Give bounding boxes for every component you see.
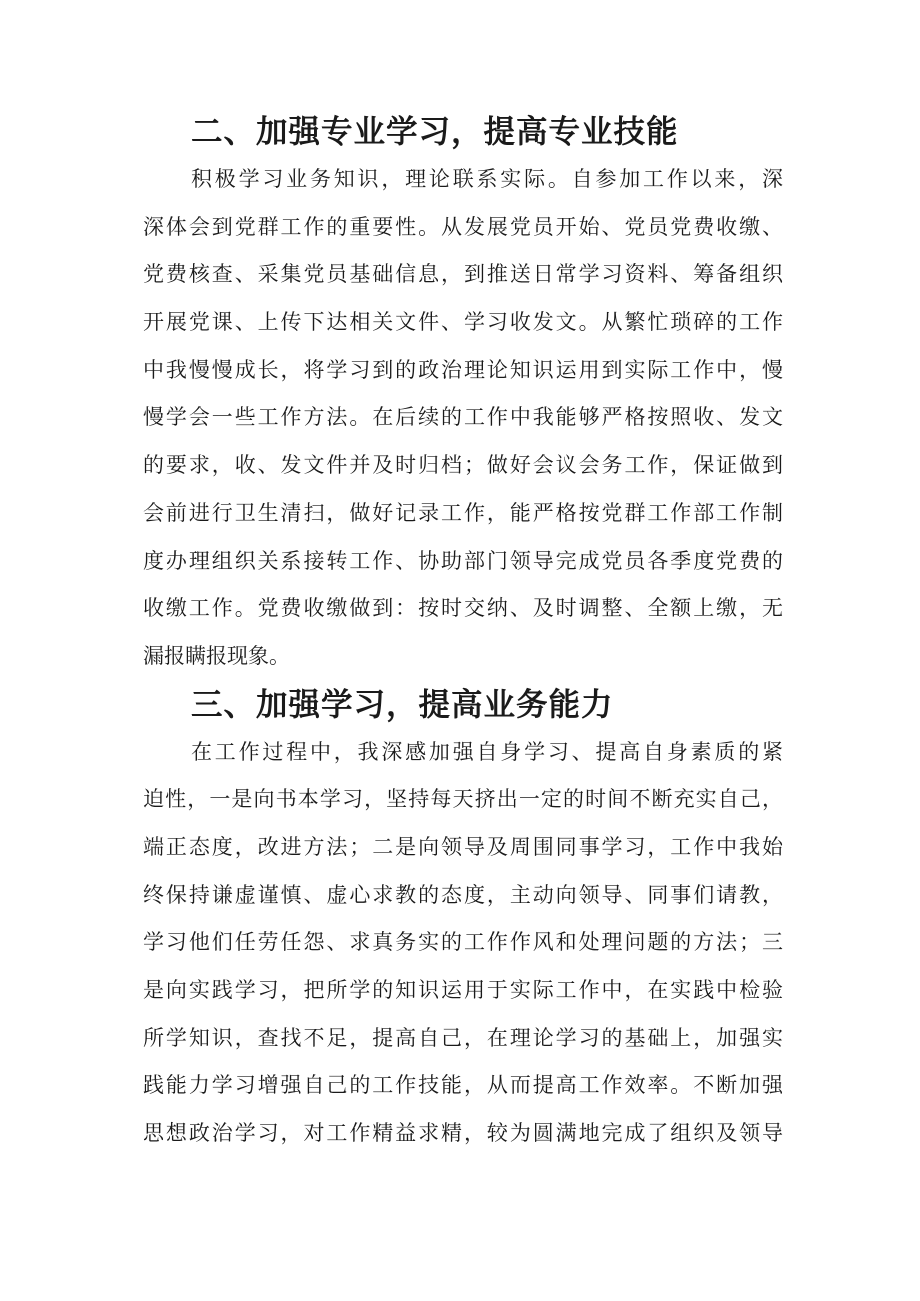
paragraph-line: 终保持谦虚谨慎、虚心求教的态度，主动向领导、同事们请教， bbox=[143, 882, 783, 907]
section-2-heading: 二、加强专业学习，提高专业技能 bbox=[191, 113, 679, 150]
paragraph-line: 开展党课、上传下达相关文件、学习收发文。从繁忙琐碎的工作 bbox=[143, 310, 783, 335]
paragraph-line: 党费核查、采集党员基础信息，到推送日常学习资料、筹备组织 bbox=[143, 262, 783, 287]
paragraph-line: 积极学习业务知识，理论联系实际。自参加工作以来，深 bbox=[191, 167, 783, 191]
paragraph-line: 的要求，收、发文件并及时归档；做好会议会务工作，保证做到 bbox=[143, 453, 783, 478]
paragraph-line: 是向实践学习，把所学的知识运用于实际工作中，在实践中检验 bbox=[143, 978, 783, 1002]
paragraph-line: 践能力学习增强自己的工作技能，从而提高工作效率。不断加强 bbox=[143, 1073, 783, 1098]
document-body bbox=[143, 108, 783, 1158]
paragraph-line: 会前进行卫生清扫，做好记录工作，能严格按党群工作部工作制 bbox=[143, 500, 783, 525]
paragraph-line: 度办理组织关系接转工作、协助部门领导完成党员各季度党费的 bbox=[143, 548, 783, 573]
paragraph-line: 中我慢慢成长，将学习到的政治理论知识运用到实际工作中，慢 bbox=[143, 357, 783, 382]
paragraph-line: 慢学会一些工作方法。在后续的工作中我能够严格按照收、发文 bbox=[143, 405, 783, 430]
section-2-paragraph bbox=[143, 156, 783, 681]
paragraph-line: 迫性，一是向书本学习，坚持每天挤出一定的时间不断充实自己， bbox=[143, 787, 783, 812]
section-3-paragraph bbox=[143, 729, 783, 1158]
paragraph-line: 思想政治学习，对工作精益求精，较为圆满地完成了组织及领导 bbox=[143, 1121, 783, 1146]
paragraph-line: 收缴工作。党费收缴做到：按时交纳、及时调整、全额上缴，无 bbox=[143, 596, 783, 621]
paragraph-line: 所学知识，查找不足，提高自己，在理论学习的基础上，加强实 bbox=[143, 1025, 783, 1050]
paragraph-line: 深体会到党群工作的重要性。从发展党员开始、党员党费收缴、 bbox=[143, 214, 783, 239]
paragraph-line: 端正态度，改进方法；二是向领导及周围同事学习，工作中我始 bbox=[143, 834, 783, 859]
paragraph-line: 在工作过程中，我深感加强自身学习、提高自身素质的紧 bbox=[191, 739, 783, 764]
section-3-heading: 三、加强学习，提高业务能力 bbox=[191, 685, 614, 723]
paragraph-line: 学习他们任劳任怨、求真务实的工作作风和处理问题的方法；三 bbox=[143, 930, 783, 955]
paragraph-line: 漏报瞒报现象。 bbox=[143, 643, 290, 668]
